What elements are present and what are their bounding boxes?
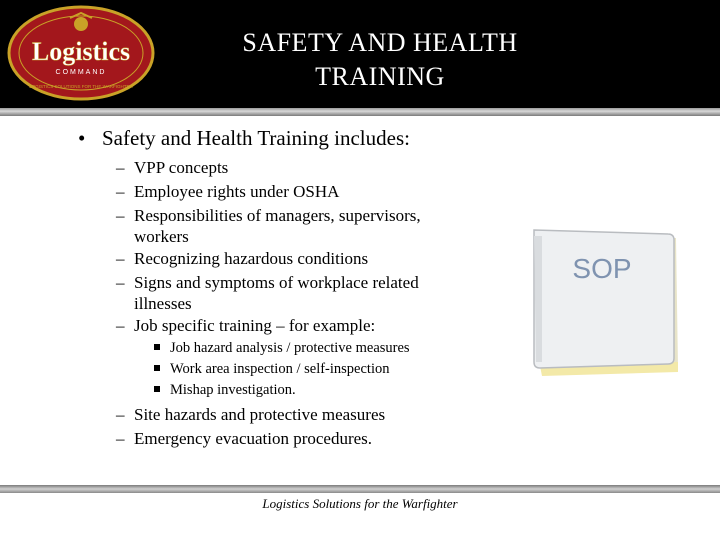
sub-list-item: Mishap investigation. <box>154 380 296 400</box>
main-bullet-text: Safety and Health Training includes: <box>102 126 410 150</box>
square-bullet-icon <box>154 344 160 350</box>
list-item: – Signs and symptoms of workplace related illnesses <box>116 273 419 313</box>
bullet-dot: • <box>78 126 86 150</box>
list-item: – VPP concepts <box>116 158 229 177</box>
footer-tagline: Logistics Solutions for the Warfighter <box>262 496 458 511</box>
logo-main-text: Logistics <box>31 37 131 66</box>
sop-binder-image <box>528 226 684 378</box>
sub-list-item: Work area inspection / self-inspection <box>154 359 389 379</box>
list-item: – Emergency evacuation procedures. <box>116 429 373 448</box>
logo-sub-text: COMMAND <box>55 69 107 76</box>
list-item: – Employee rights under OSHA <box>116 182 340 201</box>
square-bullet-icon <box>154 386 160 392</box>
footer-divider <box>0 485 720 493</box>
slide-title-line-1: SAFETY AND HEALTH <box>242 28 518 57</box>
binder-label: SOP <box>572 253 632 284</box>
list-item: – Job specific training – for example: <box>116 316 376 335</box>
list-item: – Recognizing hazardous conditions <box>116 249 369 268</box>
slide-title-line-2: TRAINING <box>315 62 445 91</box>
logo-arc-text: LOGISTICS SOLUTIONS FOR THE WARFIGHTER <box>29 84 133 89</box>
square-bullet-icon <box>154 365 160 371</box>
list-item: – Responsibilities of managers, supervisors, workers <box>116 206 421 246</box>
sub-list-item: Job hazard analysis / protective measures <box>154 338 410 358</box>
list-item: – Site hazards and protective measures <box>116 405 386 424</box>
